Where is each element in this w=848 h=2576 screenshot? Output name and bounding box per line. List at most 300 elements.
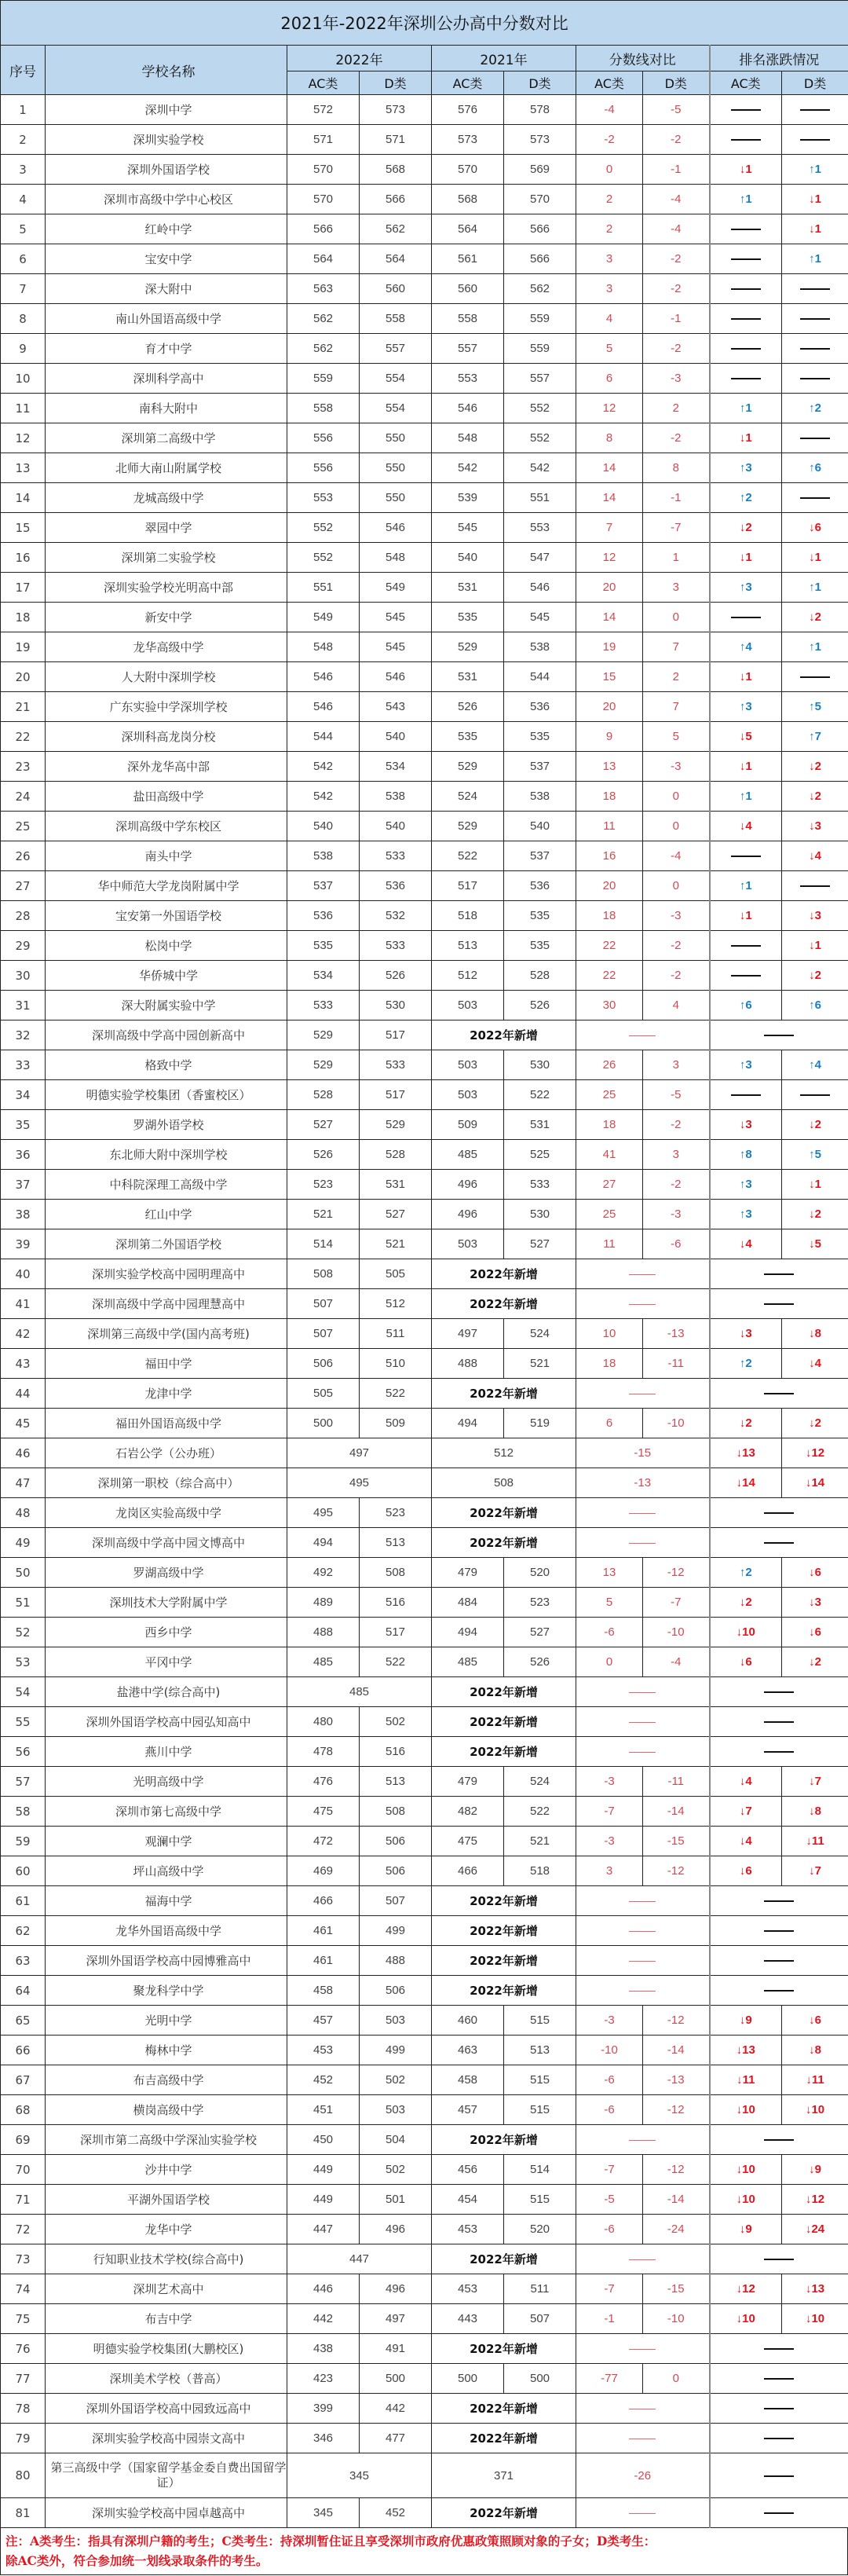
school-name: 盐田高级中学 — [46, 782, 287, 812]
diff-ac: -3 — [576, 1767, 643, 1797]
table-row — [1, 125, 848, 155]
school-name: 东北师大附中深圳学校 — [46, 1140, 287, 1170]
score-2022-ac: 476 — [287, 1767, 360, 1797]
score-2021-d: 515 — [504, 2185, 576, 2215]
score-2022-d: 571 — [360, 125, 432, 155]
rank-change-d — [782, 1647, 848, 1677]
rank-change-ac — [710, 1588, 782, 1618]
score-2022-d: 497 — [360, 2304, 432, 2334]
rank-change-ac — [710, 394, 782, 423]
score-2021-d: 520 — [504, 2215, 576, 2244]
score-2021-d: 521 — [504, 1827, 576, 1856]
arrow-up-icon: ↑ — [809, 163, 815, 176]
header-diff-d: D类 — [643, 71, 710, 95]
row-seq: 61 — [1, 1886, 46, 1916]
new-in-2022-label: 2022年新增 — [432, 1021, 576, 1050]
rank-change-value: 1 — [814, 163, 821, 176]
arrow-down-icon: ↓ — [739, 730, 746, 743]
score-2021-ac: 513 — [432, 931, 504, 961]
rank-change-d — [782, 1468, 848, 1498]
rank-change-ac — [710, 155, 782, 185]
no-data-dash-icon — [629, 1543, 656, 1544]
score-2021-ac: 539 — [432, 483, 504, 513]
diff-ac: 20 — [576, 573, 643, 603]
diff-ac: 22 — [576, 961, 643, 991]
table-row — [1, 1647, 848, 1677]
score-2021-d: 522 — [504, 1797, 576, 1827]
no-change-dash-icon — [764, 2408, 794, 2409]
score-2021-d: 515 — [504, 2095, 576, 2125]
score-2022-ac: 438 — [287, 2334, 360, 2364]
rank-change-ac — [710, 274, 782, 304]
school-name: 深外龙华高中部 — [46, 752, 287, 782]
score-2022-ac: 472 — [287, 1827, 360, 1856]
diff-ac: 13 — [576, 1558, 643, 1588]
rank-change-d — [782, 423, 848, 453]
arrow-down-icon: ↓ — [739, 1416, 746, 1430]
school-name: 红岭中学 — [46, 214, 287, 244]
score-2022-ac: 553 — [287, 483, 360, 513]
row-seq: 7 — [1, 274, 46, 304]
rank-change-value: 1 — [814, 252, 821, 266]
score-2022-d: 534 — [360, 752, 432, 782]
score-2021-d: 523 — [504, 1588, 576, 1618]
score-2022-d: 501 — [360, 2185, 432, 2215]
rank-change-d — [782, 931, 848, 961]
score-2022-ac: 538 — [287, 841, 360, 871]
rank-change-value: 6 — [745, 999, 752, 1012]
rank-change-value: 1 — [814, 939, 821, 952]
row-seq: 29 — [1, 931, 46, 961]
score-2022-ac: 489 — [287, 1588, 360, 1618]
school-name: 平湖外国语学校 — [46, 2185, 287, 2215]
table-row — [1, 1080, 848, 1110]
score-2021-d: 544 — [504, 662, 576, 692]
rank-change-ac — [710, 1170, 782, 1200]
rank-change-value: 7 — [814, 730, 821, 743]
score-2021-ac: 576 — [432, 95, 504, 125]
arrow-down-icon: ↓ — [736, 2282, 743, 2296]
arrow-down-icon: ↓ — [739, 1118, 746, 1131]
diff-d: -14 — [643, 1797, 710, 1827]
arrow-down-icon: ↓ — [809, 2043, 815, 2057]
school-name: 深圳中学 — [46, 95, 287, 125]
table-row — [1, 2125, 848, 2155]
score-2022-d: 503 — [360, 2006, 432, 2036]
rank-change-d — [782, 274, 848, 304]
school-name: 格致中学 — [46, 1050, 287, 1080]
arrow-down-icon: ↓ — [805, 1446, 812, 1460]
school-name: 福海中学 — [46, 1886, 287, 1916]
table-row — [1, 185, 848, 214]
no-change-dash-icon — [764, 1751, 794, 1753]
score-2021-d: 547 — [504, 543, 576, 573]
diff-ac: -6 — [576, 2095, 643, 2125]
rank-change-ac — [710, 1856, 782, 1886]
school-name: 华侨城中学 — [46, 961, 287, 991]
rank-change-d — [782, 1827, 848, 1856]
rank-change-value: 7 — [814, 1864, 821, 1878]
new-in-2022-label: 2022年新增 — [432, 1259, 576, 1289]
table-row — [1, 2185, 848, 2215]
score-2021-ac: 453 — [432, 2215, 504, 2244]
arrow-down-icon: ↓ — [809, 1864, 815, 1878]
diff-ac: -3 — [576, 2006, 643, 2036]
row-seq: 63 — [1, 1946, 46, 1976]
score-2022-d: 503 — [360, 2095, 432, 2125]
diff-d: 2 — [643, 662, 710, 692]
school-name: 松岗中学 — [46, 931, 287, 961]
no-change-dash-icon — [800, 348, 830, 350]
score-2021-ac: 485 — [432, 1647, 504, 1677]
rank-change-value: 3 — [745, 461, 752, 475]
diff-d: -1 — [643, 483, 710, 513]
score-2022-ac: 534 — [287, 961, 360, 991]
table-row — [1, 2155, 848, 2185]
rank-change-merged — [710, 1707, 848, 1737]
score-2022-d: 531 — [360, 1170, 432, 1200]
arrow-down-icon: ↓ — [809, 1357, 815, 1370]
table-row — [1, 1289, 848, 1319]
diff-d: -10 — [643, 1618, 710, 1647]
table-row — [1, 274, 848, 304]
arrow-down-icon: ↓ — [739, 1864, 746, 1878]
diff-d: 3 — [643, 1140, 710, 1170]
score-2021-d: 531 — [504, 1110, 576, 1140]
rank-change-merged — [710, 1289, 848, 1319]
arrow-up-icon: ↑ — [809, 252, 815, 266]
score-2022-ac: 552 — [287, 513, 360, 543]
diff-d: 0 — [643, 871, 710, 901]
arrow-down-icon: ↓ — [809, 909, 815, 922]
diff-d: -13 — [643, 1319, 710, 1349]
diff-ac: 7 — [576, 513, 643, 543]
diff-d: 0 — [643, 603, 710, 632]
diff-d: -6 — [643, 1229, 710, 1259]
row-seq: 41 — [1, 1289, 46, 1319]
diff-d: -7 — [643, 513, 710, 543]
table-row — [1, 513, 848, 543]
header-rank-d: D类 — [782, 71, 848, 95]
score-2022-d: 506 — [360, 1827, 432, 1856]
rank-change-value: 1 — [745, 401, 752, 415]
rank-change-value: 8 — [814, 1327, 821, 1340]
row-seq: 27 — [1, 871, 46, 901]
rank-change-ac — [710, 871, 782, 901]
row-seq: 24 — [1, 782, 46, 812]
rank-change-value: 11 — [811, 1834, 824, 1848]
diff-ac: -4 — [576, 95, 643, 125]
school-name: 平冈中学 — [46, 1647, 287, 1677]
diff-merged — [576, 2394, 710, 2424]
score-2022-merged: 485 — [287, 1677, 432, 1707]
diff-d: 7 — [643, 692, 710, 722]
score-2022-d: 538 — [360, 782, 432, 812]
row-seq: 43 — [1, 1349, 46, 1379]
score-2022-ac: 527 — [287, 1110, 360, 1140]
rank-change-value: 12 — [742, 2282, 755, 2296]
rank-change-d — [782, 1588, 848, 1618]
score-2022-ac: 478 — [287, 1737, 360, 1767]
arrow-down-icon: ↓ — [805, 2222, 812, 2236]
no-data-dash-icon — [629, 2259, 656, 2260]
diff-merged — [576, 1976, 710, 2006]
score-2021-d: 515 — [504, 2006, 576, 2036]
score-2021-d: 536 — [504, 871, 576, 901]
diff-ac: 6 — [576, 364, 643, 394]
school-name: 深圳市第七高级中学 — [46, 1797, 287, 1827]
score-2022-d: 536 — [360, 871, 432, 901]
diff-d: -11 — [643, 1349, 710, 1379]
rank-change-value: 13 — [742, 1446, 755, 1460]
score-2022-d: 545 — [360, 632, 432, 662]
no-change-dash-icon — [731, 109, 761, 111]
diff-d: -12 — [643, 2155, 710, 2185]
row-seq: 25 — [1, 812, 46, 841]
no-change-dash-icon — [764, 1930, 794, 1932]
arrow-up-icon: ↑ — [739, 1058, 746, 1072]
score-2021-ac: 494 — [432, 1618, 504, 1647]
table-row — [1, 304, 848, 334]
score-2022-ac: 461 — [287, 1946, 360, 1976]
row-seq: 12 — [1, 423, 46, 453]
diff-merged: -15 — [576, 1438, 710, 1468]
school-name: 翠园中学 — [46, 513, 287, 543]
no-change-dash-icon — [800, 109, 830, 111]
rank-change-d — [782, 1229, 848, 1259]
rank-change-ac — [710, 1618, 782, 1647]
score-2022-d: 523 — [360, 1498, 432, 1528]
diff-merged — [576, 1379, 710, 1409]
row-seq: 4 — [1, 185, 46, 214]
school-name: 燕川中学 — [46, 1737, 287, 1767]
school-name: 深圳第二实验学校 — [46, 543, 287, 573]
rank-change-value: 3 — [745, 700, 752, 713]
table-row — [1, 2274, 848, 2304]
rank-change-value: 6 — [745, 1655, 752, 1669]
table-row — [1, 2334, 848, 2364]
school-name: 光明高级中学 — [46, 1767, 287, 1797]
rank-change-value: 5 — [814, 1237, 821, 1251]
score-2022-d: 550 — [360, 453, 432, 483]
rank-change-ac — [710, 991, 782, 1021]
no-change-dash-icon — [764, 1393, 794, 1394]
rank-change-ac — [710, 2304, 782, 2334]
rank-change-value: 1 — [745, 163, 752, 176]
rank-change-merged — [710, 1946, 848, 1976]
no-data-dash-icon — [629, 1991, 656, 1992]
no-data-dash-icon — [629, 1961, 656, 1962]
row-seq: 28 — [1, 901, 46, 931]
score-2022-d: 568 — [360, 155, 432, 185]
arrow-down-icon: ↓ — [809, 1625, 815, 1639]
rank-change-d — [782, 513, 848, 543]
score-2021-d: 525 — [504, 1140, 576, 1170]
rank-change-ac — [710, 841, 782, 871]
rank-change-merged — [710, 1259, 848, 1289]
row-seq: 67 — [1, 2065, 46, 2095]
table-row — [1, 483, 848, 513]
diff-d: 4 — [643, 991, 710, 1021]
diff-ac: -3 — [576, 1827, 643, 1856]
score-2021-ac: 453 — [432, 2274, 504, 2304]
row-seq: 3 — [1, 155, 46, 185]
row-seq: 23 — [1, 752, 46, 782]
diff-merged — [576, 2498, 710, 2528]
school-name: 深圳外国语学校高中园弘知高中 — [46, 1707, 287, 1737]
no-change-dash-icon — [764, 1542, 794, 1544]
diff-d: -3 — [643, 752, 710, 782]
school-name: 坪山高级中学 — [46, 1856, 287, 1886]
rank-change-ac — [710, 2006, 782, 2036]
score-2022-ac: 537 — [287, 871, 360, 901]
rank-change-ac — [710, 1229, 782, 1259]
rank-change-value: 10 — [742, 2103, 755, 2116]
row-seq: 39 — [1, 1229, 46, 1259]
score-2022-ac: 500 — [287, 1409, 360, 1438]
diff-d: 0 — [643, 812, 710, 841]
diff-ac: 3 — [576, 274, 643, 304]
table-row — [1, 1200, 848, 1229]
score-2022-d: 540 — [360, 812, 432, 841]
row-seq: 49 — [1, 1528, 46, 1558]
rank-change-value: 4 — [814, 849, 821, 863]
score-2022-ac: 563 — [287, 274, 360, 304]
row-seq: 72 — [1, 2215, 46, 2244]
score-2021-ac: 494 — [432, 1409, 504, 1438]
arrow-down-icon: ↓ — [736, 2043, 743, 2057]
rank-change-value: 10 — [811, 2312, 825, 2325]
arrow-down-icon: ↓ — [805, 2312, 812, 2325]
diff-ac: 20 — [576, 692, 643, 722]
diff-ac: 22 — [576, 931, 643, 961]
score-2021-ac: 531 — [432, 573, 504, 603]
arrow-down-icon: ↓ — [809, 939, 815, 952]
score-2022-d: 527 — [360, 1200, 432, 1229]
score-2021-ac: 454 — [432, 2185, 504, 2215]
school-name: 罗湖外语学校 — [46, 1110, 287, 1140]
table-row — [1, 2036, 848, 2065]
school-name: 西乡中学 — [46, 1618, 287, 1647]
no-change-dash-icon — [731, 856, 761, 857]
score-2021-ac: 485 — [432, 1140, 504, 1170]
arrow-down-icon: ↓ — [809, 819, 815, 833]
score-2021-ac: 568 — [432, 185, 504, 214]
new-in-2022-label: 2022年新增 — [432, 1677, 576, 1707]
rank-change-d — [782, 991, 848, 1021]
arrow-down-icon: ↓ — [739, 2014, 746, 2027]
rank-change-ac — [710, 1140, 782, 1170]
table-row — [1, 244, 848, 274]
arrow-down-icon: ↓ — [739, 760, 746, 773]
score-2022-ac: 559 — [287, 364, 360, 394]
score-2022-ac: 494 — [287, 1528, 360, 1558]
diff-d: -24 — [643, 2215, 710, 2244]
rank-change-value: 4 — [745, 819, 752, 833]
table-row — [1, 1856, 848, 1886]
row-seq: 58 — [1, 1797, 46, 1827]
rank-change-ac — [710, 334, 782, 364]
score-2022-d: 502 — [360, 1707, 432, 1737]
rank-change-value: 1 — [745, 879, 752, 892]
diff-d: -3 — [643, 364, 710, 394]
table-row — [1, 2006, 848, 2036]
row-seq: 9 — [1, 334, 46, 364]
score-2022-ac: 451 — [287, 2095, 360, 2125]
score-2022-d: 506 — [360, 1976, 432, 2006]
new-in-2022-label: 2022年新增 — [432, 1289, 576, 1319]
arrow-down-icon: ↓ — [809, 222, 815, 236]
score-2021-d: 537 — [504, 841, 576, 871]
rank-change-value: 1 — [814, 192, 821, 206]
rank-change-d — [782, 1349, 848, 1379]
row-seq: 71 — [1, 2185, 46, 2215]
table-row — [1, 1349, 848, 1379]
table-row — [1, 1021, 848, 1050]
score-2022-d: 491 — [360, 2334, 432, 2364]
score-2021-ac: 529 — [432, 752, 504, 782]
row-seq: 78 — [1, 2394, 46, 2424]
table-row — [1, 841, 848, 871]
score-2021-ac: 443 — [432, 2304, 504, 2334]
score-2022-d: 496 — [360, 2215, 432, 2244]
score-2022-ac: 546 — [287, 692, 360, 722]
rank-change-d — [782, 961, 848, 991]
no-data-dash-icon — [629, 1513, 656, 1514]
rank-change-value: 2 — [745, 1596, 752, 1609]
score-2021-d: 527 — [504, 1229, 576, 1259]
no-change-dash-icon — [764, 2475, 794, 2477]
rank-change-value: 3 — [745, 581, 752, 594]
arrow-down-icon: ↓ — [739, 431, 746, 445]
rank-change-value: 6 — [814, 999, 821, 1012]
row-seq: 45 — [1, 1409, 46, 1438]
rank-change-value: 13 — [742, 2043, 755, 2057]
table-row — [1, 2424, 848, 2453]
arrow-down-icon: ↓ — [809, 760, 815, 773]
row-seq: 22 — [1, 722, 46, 752]
score-2022-d: 505 — [360, 1259, 432, 1289]
rank-change-ac — [710, 244, 782, 274]
table-row — [1, 1319, 848, 1349]
score-2021-ac: 531 — [432, 662, 504, 692]
school-name: 光明中学 — [46, 2006, 287, 2036]
row-seq: 57 — [1, 1767, 46, 1797]
rank-change-d — [782, 2065, 848, 2095]
score-2021-ac: 529 — [432, 812, 504, 841]
score-2021-d: 559 — [504, 304, 576, 334]
diff-ac: -7 — [576, 1797, 643, 1827]
school-name: 聚龙科学中学 — [46, 1976, 287, 2006]
rank-change-merged — [710, 1498, 848, 1528]
diff-d: -14 — [643, 2036, 710, 2065]
rank-change-value: 2 — [745, 491, 752, 504]
diff-d: 8 — [643, 453, 710, 483]
score-2022-d: 512 — [360, 1289, 432, 1319]
diff-d: -2 — [643, 423, 710, 453]
row-seq: 16 — [1, 543, 46, 573]
diff-ac: -10 — [576, 2036, 643, 2065]
score-2022-ac: 570 — [287, 155, 360, 185]
rank-change-ac — [710, 632, 782, 662]
score-2021-d: 533 — [504, 1170, 576, 1200]
score-2022-d: 442 — [360, 2394, 432, 2424]
score-2021-d: 552 — [504, 423, 576, 453]
new-in-2022-label: 2022年新增 — [432, 2244, 576, 2274]
new-in-2022-label: 2022年新增 — [432, 1528, 576, 1558]
score-2021-ac: 496 — [432, 1200, 504, 1229]
rank-change-value: 2 — [814, 790, 821, 803]
